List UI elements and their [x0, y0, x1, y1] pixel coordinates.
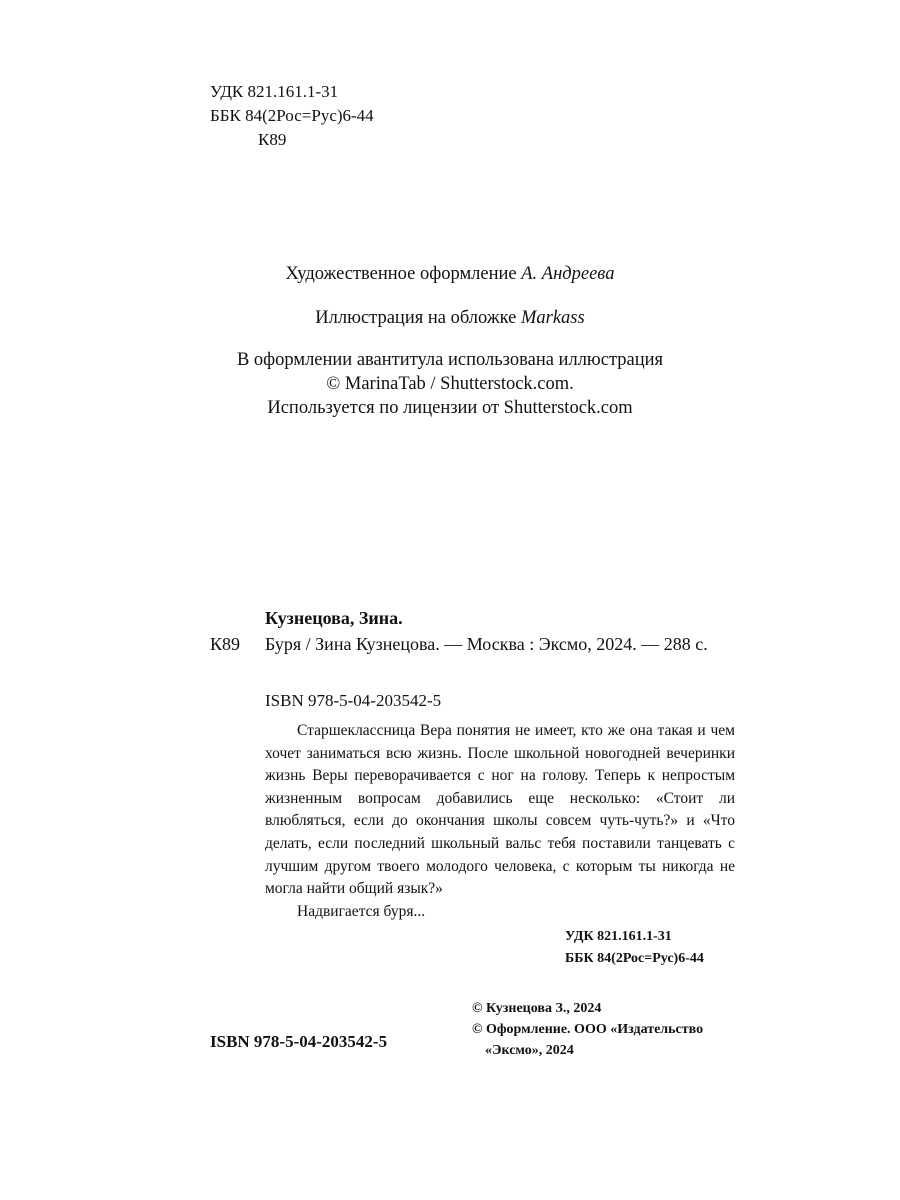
- footer-classification-codes: [565, 926, 704, 970]
- bbk-code: ББК 84(2Рос=Рус)6-44: [210, 106, 374, 125]
- author-mark: К89: [258, 130, 287, 149]
- annotation-paragraph: Надвигается буря...: [297, 902, 426, 920]
- design-credit: [180, 262, 720, 286]
- catalog-author: Кузнецова, Зина.: [265, 608, 403, 628]
- footer-bbk-code: ББК 84(2Рос=Рус)6-44: [565, 951, 704, 966]
- cover-credit-name: Markass: [520, 308, 585, 328]
- license-credit: [180, 348, 720, 420]
- copyright-author: © Кузнецова З., 2024: [472, 1001, 602, 1016]
- license-line: В оформлении авантитула использована иллюстрация: [236, 350, 664, 370]
- isbn-bottom: ISBN 978-5-04-203542-5: [210, 1032, 388, 1051]
- header-classification-codes: [210, 80, 374, 152]
- license-line: Используется по лицензии от Shutterstock.com: [267, 398, 633, 418]
- annotation: [265, 720, 735, 923]
- design-credit-name: А. Андреева: [521, 264, 615, 284]
- annotation-paragraph: Старшеклассница Вера понятия не имеет, кто же она такая и чем хочет заниматься всю жизнь. После школьной новогодней вечеринки жизнь Веры переворачивается с ног на голову. Теперь к непростым жизненным вопросам добавились еще несколько: «Стоит ли влюбляться, если до окончания школы совсем чуть-чуть?» и «Что делать, если последний школьный вальс тебя поставили танцевать с лучшим другом твоего молодого человека, с которым ты никогда не могла найти общий язык?»: [265, 722, 735, 898]
- copyright-block: [472, 998, 762, 1061]
- design-credit-label: Художественное оформление: [285, 264, 522, 284]
- udk-code: УДК 821.161.1-31: [210, 82, 339, 101]
- catalog-author-mark: К89: [210, 634, 241, 654]
- footer-udk-code: УДК 821.161.1-31: [565, 929, 672, 944]
- catalog-isbn: ISBN 978-5-04-203542-5: [265, 691, 442, 710]
- copyright-publisher: «Эксмо», 2024: [485, 1043, 574, 1058]
- catalog-title-line: Буря / Зина Кузнецова. — Москва : Эксмо, 2024. — 288 с.: [265, 634, 708, 654]
- license-line: © MarinaTab / Shutterstock.com.: [326, 374, 574, 394]
- cover-credit-label: Иллюстрация на обложке: [315, 308, 521, 328]
- cover-illustration-credit: [180, 306, 720, 330]
- copyright-design: © Оформление. ООО «Издательство: [472, 1022, 704, 1037]
